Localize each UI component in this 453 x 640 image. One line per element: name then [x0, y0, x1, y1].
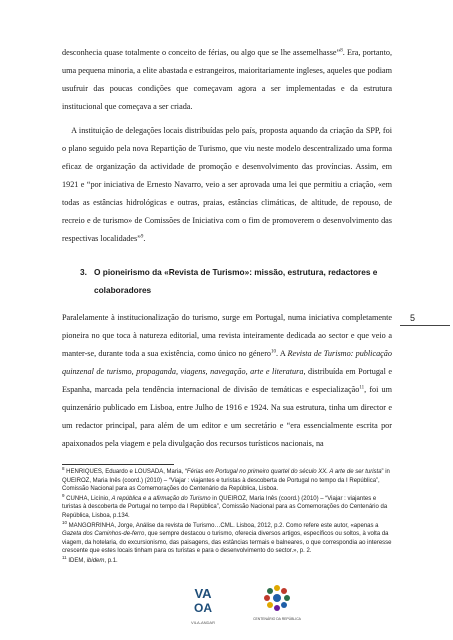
paragraph-2 — [62, 122, 392, 248]
footnote-text: in QUEIROZ, Maria Inês (coord.) (2010) – “Viajar : viajantes e turistas à descoberta de Portugal no tempo da I República”, Comissão Nacional para as Comemorações do Centenário da República, Lisboa, p.134. — [62, 495, 388, 519]
section-heading — [80, 263, 392, 299]
footnote-ref-8[interactable]: 8 — [340, 48, 343, 54]
paragraph-3-part4: , foi um quinzenário publicado em Lisboa, entre Julho de 1916 e 1924. Na sua estrutura, tinha um director e um redactor principal, para além de um editor e um secretário e “era essencialmente escrita por apaixonados pela viagem e pela divulgação dos recursos turísticos nacionais, na — [62, 385, 392, 448]
footnote-ref-9[interactable]: 9 — [140, 234, 144, 240]
paragraph-3-part3: , distribuída em Portugal e Espanha, marcada pela tendência internacional de divisão de temáticas e especialização — [62, 367, 393, 394]
footnote-ref-11[interactable]: 11 — [359, 385, 365, 391]
section-title-line1: O pioneirismo da «Revista de Turismo»: missão, estrutura, redactores e — [94, 267, 378, 277]
paragraph-3-journal-title: Revista de Turismo: publicação quinzenal de turismo, propaganda, viagens, navegação, arte e literatura — [62, 349, 392, 376]
paragraph-1-rest: . Era, portanto, uma pequena minoria, a elite abastada e estrangeiros, maioritariamente ingleses, aqueles que podiam usufruir das poucas condições que começavam agora a ser implementadas e da estrutura institucional que começava a ser criada. — [62, 48, 392, 111]
footnote-italic: A república e a afirmação do Turismo — [111, 495, 211, 502]
page-number-rule — [400, 325, 450, 326]
footnote-text: , p.1. — [104, 557, 118, 564]
footnote-8 — [62, 468, 392, 494]
footnote-italic: Gazeta dos Caminhos-de-ferro — [62, 531, 145, 538]
vila-andar-logo-mark: VA — [194, 586, 212, 601]
paragraph-1-text: desconhecia quase totalmente o conceito de férias, ou algo que se lhe assemelhasse” — [62, 48, 341, 57]
footnote-10 — [62, 519, 392, 556]
vila-andar-logo-mark2: OA — [194, 601, 212, 615]
vila-andar-caption: VILA-ANDAR — [190, 620, 216, 625]
centenario-republica-logo — [252, 582, 302, 626]
section-title-line2: colaboradores — [94, 285, 152, 295]
page-number: 5 — [410, 313, 416, 323]
paragraph-3 — [62, 309, 392, 453]
centenario-emblem-icon — [264, 585, 290, 611]
footnote-number: 8 — [62, 466, 65, 471]
footnote-text: CUNHA, Licínio, — [64, 495, 112, 502]
footnote-italic: ibidem — [86, 557, 105, 564]
paragraph-2-end: . — [143, 234, 146, 243]
footnote-text: MANGORRINHA, Jorge, Análise da revista de Turismo…CML. Lisboa, 2012, p.2. Como refere este autor, «apenas a — [67, 522, 379, 529]
vila-andar-logo — [183, 580, 223, 628]
section-number: 3. — [80, 267, 87, 277]
paragraph-3-part1: Paralelamente à institucionalização do turismo, surge em Portugal, numa iniciativa completamente pioneira no que toca à natureza editorial, uma revista inteiramente dedicada ao sector e que veio a manter-se, durante toda a sua existência, como único no género — [62, 313, 392, 358]
footnotes — [62, 468, 392, 567]
footnote-number: 10 — [62, 519, 68, 525]
paragraph-2-text: A instituição de delegações locais distribuídas pelo país, proposta aquando da criação da SPP, foi o plano seguido pela nova Repartição de Turismo, que viu neste modelo descentralizado uma forma eficaz de organização da actividade de promoção e desenvolvimento das províncias. Assim, em 1921 e “por iniciativa de Ernesto Navarro, veio a ser aprovada uma lei que permitiu a criação, «em todas as estâncias hidrológicas e outras, praias, estâncias climáticas, de altitude, de repouso, de recreio e de turismo» de Comissões de Iniciativa com o fim de promoverem o desenvolvimento das respectivas localidades” — [62, 126, 393, 243]
footnote-separator — [62, 464, 174, 465]
footnote-text: HENRIQUES, Eduardo e LOUSADA, Maria, “ — [64, 469, 187, 475]
footnote-11 — [62, 554, 392, 566]
footer-logos — [0, 580, 453, 640]
footnote-text: , que sempre destacou o turismo, oferecia diversos artigos, específicos ou soltos, à volta da viagem, da hotelaria, do excursionismo, das paisagens, das estâncias termais e balneares, o que correspondia ao interesse crescente que estes locais tinham para os turistas e para o desenvolvimento do sector.», p. 2. — [62, 531, 392, 555]
footnote-italic: Férias em Portugal no primeiro quartel do século XX. A arte de ser turista — [186, 469, 382, 475]
centenario-caption: CENTENÁRIO DA REPÚBLICA — [253, 617, 301, 621]
footnote-text: IDEM, — [66, 557, 87, 564]
footnote-number: 11 — [62, 554, 67, 560]
footnote-number: 9 — [62, 492, 65, 498]
footnote-ref-10[interactable]: 10 — [271, 349, 277, 355]
footnote-9 — [62, 492, 392, 521]
paragraph-3-part2: . A — [276, 349, 288, 358]
footnote-text: ” in QUEIROZ, Maria Inês (coord.) (2010) – “Viajar : viajantes e turistas à descoberta de Portugal no tempo da I República”, Comissão Nacional para as Comemorações do Centenário da República, Lisboa. — [62, 469, 390, 493]
paragraph-1 — [62, 44, 392, 116]
